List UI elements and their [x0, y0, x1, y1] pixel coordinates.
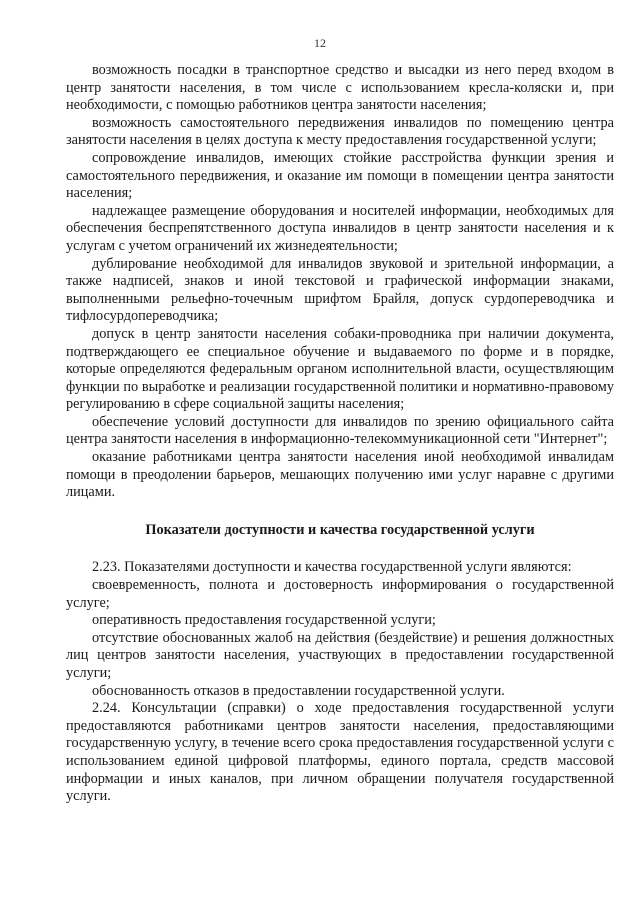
paragraph: возможность самостоятельного передвижения инвалидов по помещению центра занятости населения в целях доступа к месту предоставления государственной услуги;: [66, 114, 614, 149]
paragraph: дублирование необходимой для инвалидов звуковой и зрительной информации, а также надписей, знаков и иной текстовой и графической информации знаками, выполненными рельефно-точечным шрифтом Брайля, допуск сурдопереводчика и тифлосурдопереводчика;: [66, 255, 614, 325]
paragraph: 2.23. Показателями доступности и качества государственной услуги являются:: [92, 559, 572, 576]
paragraph: допуск в центр занятости населения собаки-проводника при наличии документа, подтверждающего ее специальное обучение и выдаваемого по форме и в порядке, которые определяются федеральным органом исполнительной власти, осуществляющим функции по выработке и реализации государственной политики и нормативно-правовому регулированию в сфере социальной защиты населения;: [66, 325, 614, 413]
paragraph: обоснованность отказов в предоставлении государственной услуги.: [92, 682, 505, 699]
document-body: [66, 62, 614, 806]
paragraph: своевременность, полнота и достоверность информирования о государственной услуге;: [66, 577, 614, 611]
paragraph: оказание работниками центра занятости населения иной необходимой инвалидам помощи в преодолении барьеров, мешающих получению ими услуг наравне с другими лицами.: [66, 449, 614, 501]
paragraph: надлежащее размещение оборудования и носителей информации, необходимых для обеспечения беспрепятственного доступа инвалидов в центр занятости населения и к услугам с учетом ограничений их жизнедеятельности;: [66, 202, 614, 254]
section-heading: Показатели доступности и качества государственной услуги: [145, 521, 535, 538]
paragraph: отсутствие обоснованных жалоб на действия (бездействие) и решения должностных лиц центров занятости населения, участвующих в предоставлении государственной услуги;: [66, 629, 614, 681]
paragraph: обеспечение условий доступности для инвалидов по зрению официального сайта центра занятости населения в информационно-телекоммуникационной сети "Интернет";: [66, 413, 614, 448]
page-number: 12: [314, 36, 326, 50]
paragraph: оперативность предоставления государственной услуги;: [92, 612, 436, 629]
paragraph: 2.24. Консультации (справки) о ходе предоставления государственной услуги предоставляются работниками центров занятости населения, предоставляющими государственную услугу, в течение всего срока предоставления государственной услуги с использованием единой цифровой платформы, единого портала, средств массовой информации и иных каналов, при личном обращении получателя государственной услуги.: [66, 700, 614, 805]
paragraph: сопровождение инвалидов, имеющих стойкие расстройства функции зрения и самостоятельного передвижения, и оказание им помощи в помещении центра занятости населения;: [66, 149, 614, 202]
paragraph: возможность посадки в транспортное средство и высадки из него перед входом в центр занятости населения, в том числе с использованием кресла-коляски и, при необходимости, с помощью работников центра занятости населения;: [66, 62, 614, 114]
